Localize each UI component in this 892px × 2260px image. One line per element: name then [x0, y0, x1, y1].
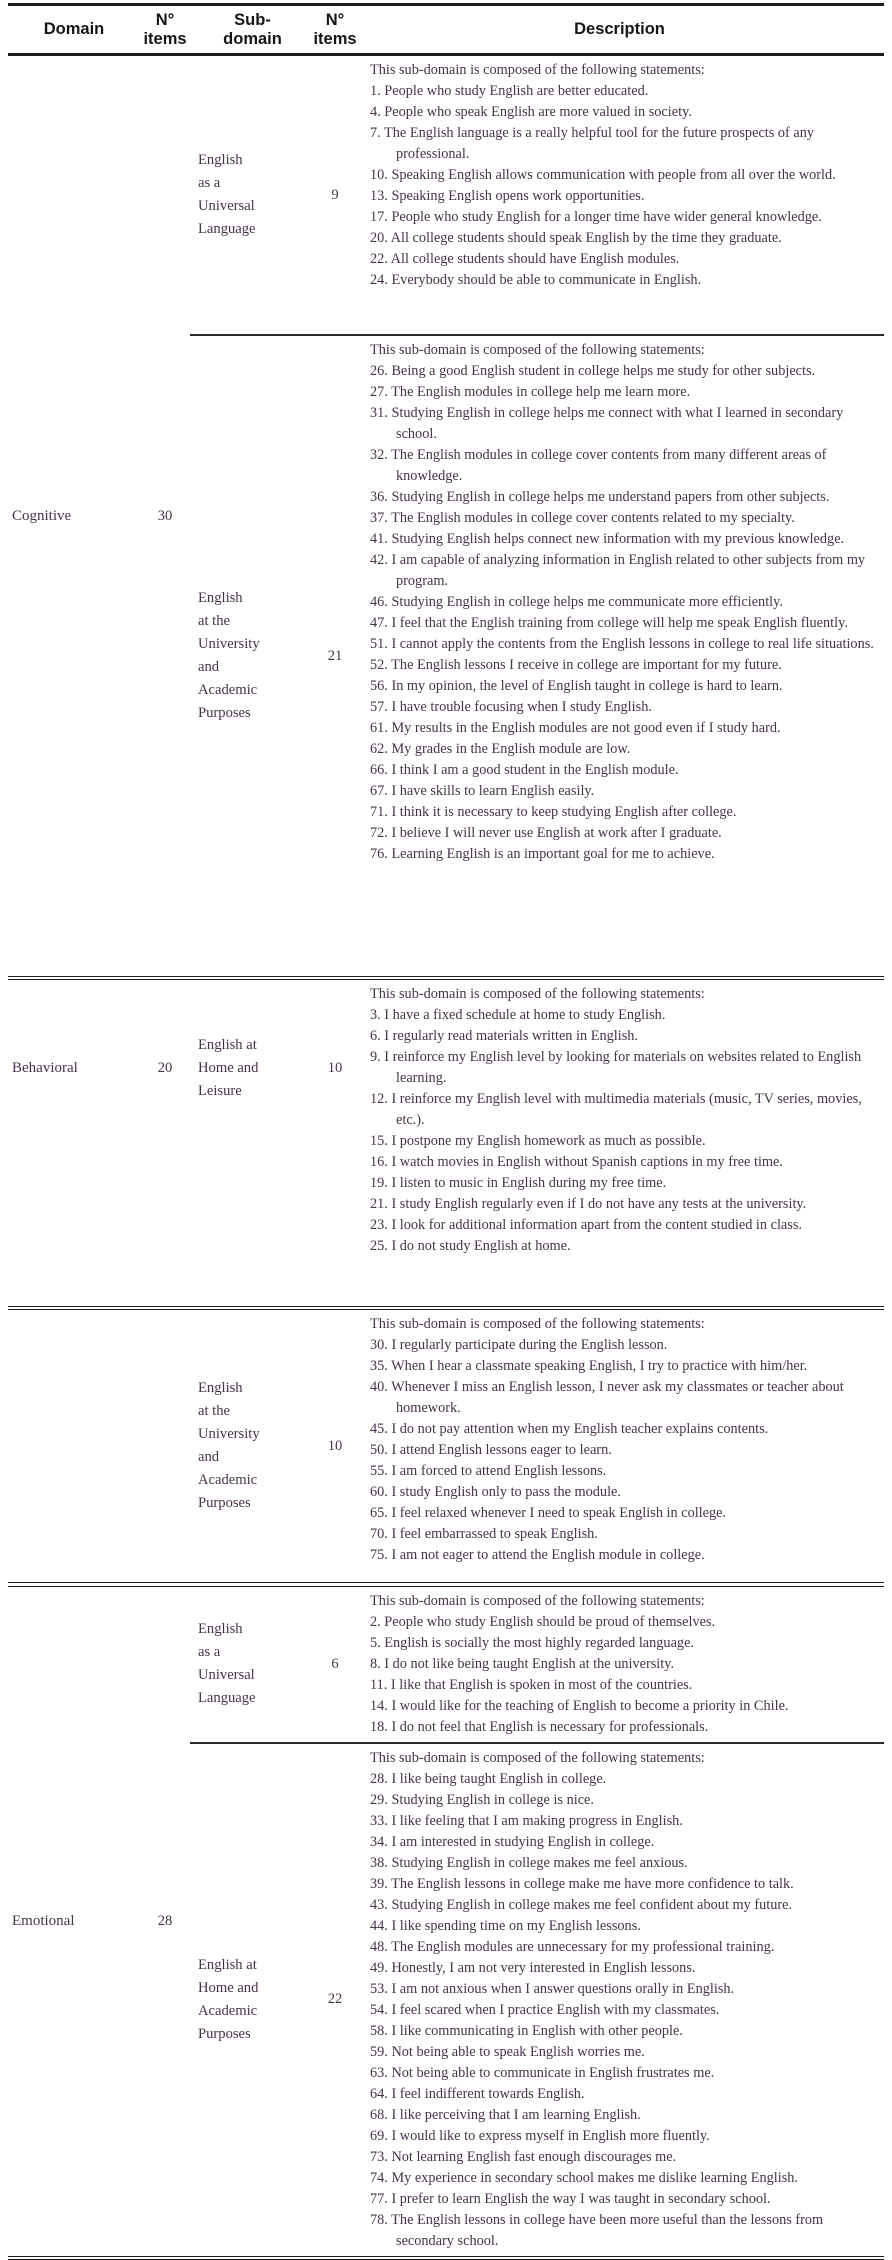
statement: 32. The English modules in college cover contents from many different areas of knowledge. [370, 447, 827, 484]
domain-label: Behavioral [12, 1059, 78, 1076]
sub-domain-line: Academic [198, 682, 258, 698]
header-label-sub-n-items: N° items [313, 10, 357, 48]
sub-domain-line: as a [198, 175, 221, 191]
description-intro: This sub-domain is composed of the following statements: [370, 986, 705, 1003]
cell-n-items-empty [140, 1310, 190, 1582]
cell-sub-domain [190, 1744, 315, 2256]
cell-sub-domain [190, 56, 315, 334]
sub-domain-line: Purposes [198, 2025, 251, 2042]
cell-n-items-cognitive [140, 56, 190, 976]
statement: 48. The English modules are unnecessary for my professional training. [370, 1938, 775, 1955]
statement: 78. The English lessons in college have been more useful than the lessons from secondary school. [370, 2211, 824, 2249]
cell-domain-behavioral [8, 980, 140, 1306]
sub-domain-line: Purposes [198, 705, 251, 721]
statement: 47. I feel that the English training from college will help me speak English fluently. [370, 615, 848, 631]
statement: 4. People who speak English are more valued in society. [370, 104, 692, 120]
sub-domain-line: English [198, 152, 243, 168]
statement: 20. All college students should speak English by the time they graduate. [370, 230, 782, 246]
sub-domain-line: Academic [198, 2002, 258, 2019]
subrow-universal-language [190, 56, 884, 334]
statement: 28. I like being taught English in college. [370, 1770, 607, 1787]
sub-domain-line: as a [198, 1644, 221, 1661]
statement: 45. I do not pay attention when my English teacher explains contents. [370, 1421, 769, 1438]
n-items-value: 28 [157, 1912, 173, 1929]
statement: 9. I reinforce my English level by looking for materials on websites related to English learning. [370, 1049, 862, 1087]
statement: 50. I attend English lessons eager to learn. [370, 1442, 612, 1459]
emotional-subrows [190, 1587, 884, 2256]
statement: 34. I am interested in studying English in college. [370, 1833, 655, 1850]
statement: 55. I am forced to attend English lessons. [370, 1463, 607, 1480]
table-bottom-rule [8, 2256, 884, 2260]
header-label-sub-domain: Sub-domain [223, 10, 282, 48]
statement: 25. I do not study English at home. [370, 1238, 571, 1255]
domains-table [8, 3, 884, 2260]
header-cell-n-items [140, 11, 190, 49]
cell-sub-n-items [315, 336, 355, 976]
cell-sub-domain [190, 336, 315, 976]
cell-sub-n-items [315, 1310, 355, 1582]
statement: 40. Whenever I miss an English lesson, I never ask my classmates or teacher about homework. [370, 1379, 844, 1417]
statement: 19. I listen to music in English during my free time. [370, 1175, 667, 1192]
statement-list [370, 1335, 884, 1566]
cell-description [355, 56, 884, 334]
sub-domain-label [198, 1954, 258, 2046]
statement: 13. Speaking English opens work opportunities. [370, 188, 645, 204]
statement: 67. I have skills to learn English easily. [370, 783, 595, 799]
sub-n-items-value: 21 [327, 647, 343, 664]
header-label-domain: Domain [43, 20, 105, 38]
statement: 2. People who study English should be proud of themselves. [370, 1613, 716, 1630]
sub-domain-line: Purposes [198, 1495, 251, 1512]
statement: 26. Being a good English student in college helps me study for other subjects. [370, 363, 816, 379]
statement: 23. I look for additional information apart from the content studied in class. [370, 1217, 802, 1234]
sub-domain-label [198, 1618, 256, 1710]
table-header-row [8, 6, 884, 53]
description-intro: This sub-domain is composed of the following statements: [370, 1592, 705, 1609]
cell-description [355, 336, 884, 976]
statement: 56. In my opinion, the level of English taught in college is hard to learn. [370, 678, 783, 694]
statement: 6. I regularly read materials written in English. [370, 1028, 638, 1045]
sub-n-items-value: 6 [331, 1655, 339, 1672]
statement: 38. Studying English in college makes me feel anxious. [370, 1854, 688, 1871]
statement: 1. People who study English are better educated. [370, 83, 649, 99]
statement-list [370, 81, 884, 291]
statement: 31. Studying English in college helps me connect with what I learned in secondary school. [370, 405, 844, 442]
statement: 12. I reinforce my English level with multimedia materials (music, TV series, movies, etc.). [370, 1091, 862, 1129]
cell-description [355, 1744, 884, 2256]
subrow-university-academic [190, 1310, 884, 1582]
statement: 44. I like spending time on my English lessons. [370, 1917, 641, 1934]
statement: 60. I study English only to pass the module. [370, 1484, 621, 1501]
sub-domain-label [198, 587, 260, 725]
sub-domain-line: Universal [198, 198, 255, 214]
sub-n-items-value: 10 [327, 1059, 343, 1076]
subrow-home-academic [190, 1744, 884, 2256]
statement: 21. I study English regularly even if I do not have any tests at the university. [370, 1196, 807, 1213]
cell-description [355, 1587, 884, 1742]
statement: 70. I feel embarrassed to speak English. [370, 1526, 598, 1543]
description-intro: This sub-domain is composed of the following statements: [370, 62, 705, 78]
statement: 71. I think it is necessary to keep studying English after college. [370, 804, 737, 820]
sub-domain-line: English [198, 590, 243, 606]
statement: 17. People who study English for a longer time have wider general knowledge. [370, 209, 822, 225]
statement: 22. All college students should have English modules. [370, 251, 680, 267]
behavioral-subrows [190, 980, 884, 1306]
statement-list [370, 1005, 884, 1257]
statement: 3. I have a fixed schedule at home to study English. [370, 1007, 666, 1024]
sub-domain-line: and [198, 659, 220, 675]
statement: 30. I regularly participate during the English lesson. [370, 1337, 668, 1354]
statement: 68. I like perceiving that I am learning English. [370, 2106, 641, 2123]
behavioral-subrows-2 [190, 1310, 884, 1582]
statement: 54. I feel scared when I practice English with my classmates. [370, 2001, 720, 2018]
statement: 29. Studying English in college is nice. [370, 1791, 594, 1808]
sub-domain-line: Universal [198, 1667, 255, 1684]
statement: 52. The English lessons I receive in college are important for my future. [370, 657, 782, 673]
cell-domain-emotional [8, 1587, 140, 2256]
description-intro: This sub-domain is composed of the following statements: [370, 1316, 705, 1333]
statement: 16. I watch movies in English without Spanish captions in my free time. [370, 1154, 783, 1171]
header-cell-sub-n-items [315, 11, 355, 49]
header-label-description: Description [574, 20, 665, 38]
statement: 33. I like feeling that I am making progress in English. [370, 1812, 683, 1829]
subrow-university-academic [190, 336, 884, 976]
domain-label: Cognitive [12, 507, 72, 524]
cell-sub-n-items [315, 980, 355, 1306]
statement: 64. I feel indifferent towards English. [370, 2085, 585, 2102]
sub-domain-line: Language [198, 221, 256, 237]
sub-n-items-value: 9 [331, 186, 339, 203]
cell-domain-empty [8, 1310, 140, 1582]
sub-domain-line: English [198, 1621, 243, 1638]
sub-domain-line: Language [198, 1690, 256, 1707]
statement: 69. I would like to express myself in English more fluently. [370, 2127, 710, 2144]
statement: 73. Not learning English fast enough discourages me. [370, 2148, 677, 2165]
description-intro: This sub-domain is composed of the following statements: [370, 342, 705, 358]
header-label-n-items: N° items [143, 10, 187, 48]
sub-domain-label [198, 1034, 258, 1103]
sub-domain-line: at the [198, 613, 231, 629]
statement: 65. I feel relaxed whenever I need to speak English in college. [370, 1505, 727, 1522]
statement-list [370, 361, 884, 865]
sub-domain-line: University [198, 636, 260, 652]
section-behavioral [8, 980, 884, 1306]
statement: 61. My results in the English modules are not good even if I study hard. [370, 720, 781, 736]
statement: 53. I am not anxious when I answer questions orally in English. [370, 1980, 735, 1997]
sub-n-items-value: 10 [327, 1437, 343, 1454]
statement: 10. Speaking English allows communication with people from all over the world. [370, 167, 836, 183]
cell-sub-domain [190, 980, 315, 1306]
statement: 46. Studying English in college helps me communicate more efficiently. [370, 594, 783, 610]
statement: 24. Everybody should be able to communicate in English. [370, 272, 702, 288]
sub-domain-line: English at [198, 1036, 257, 1053]
sub-domain-line: English at [198, 1956, 257, 1973]
cell-domain-cognitive [8, 56, 140, 976]
sub-n-items-value: 22 [327, 1991, 343, 2008]
header-cell-sub-domain [190, 11, 315, 49]
statement: 36. Studying English in college helps me understand papers from other subjects. [370, 489, 830, 505]
statement: 77. I prefer to learn English the way I was taught in secondary school. [370, 2190, 771, 2207]
cell-sub-domain [190, 1587, 315, 1742]
header-cell-description [355, 20, 884, 39]
statement: 51. I cannot apply the contents from the English lessons in college to real life situations. [370, 636, 874, 652]
cell-description [355, 1310, 884, 1582]
statement: 43. Studying English in college makes me feel confident about my future. [370, 1896, 793, 1913]
sub-domain-line: Academic [198, 1472, 258, 1489]
sub-domain-label [198, 149, 256, 241]
cell-sub-domain [190, 1310, 315, 1582]
n-items-value: 30 [157, 507, 173, 524]
statement: 62. My grades in the English module are low. [370, 741, 631, 757]
statement: 37. The English modules in college cover contents related to my specialty. [370, 510, 795, 526]
subrow-home-leisure [190, 980, 884, 1306]
statement: 72. I believe I will never use English at work after I graduate. [370, 825, 722, 841]
statement: 59. Not being able to speak English worries me. [370, 2043, 645, 2060]
section-cognitive [8, 56, 884, 976]
statement: 75. I am not eager to attend the English module in college. [370, 1547, 705, 1564]
sub-domain-line: Leisure [198, 1082, 242, 1099]
n-items-value: 20 [157, 1059, 173, 1076]
cell-description [355, 980, 884, 1306]
sub-domain-line: and [198, 1449, 220, 1466]
statement: 41. Studying English helps connect new information with my previous knowledge. [370, 531, 845, 547]
statement: 18. I do not feel that English is necessary for professionals. [370, 1718, 709, 1735]
statement: 35. When I hear a classmate speaking English, I try to practice with him/her. [370, 1358, 808, 1375]
statement: 27. The English modules in college help me learn more. [370, 384, 691, 400]
domain-label: Emotional [12, 1912, 75, 1929]
description-intro: This sub-domain is composed of the following statements: [370, 1749, 705, 1766]
header-cell-domain [8, 20, 140, 39]
section-behavioral-university [8, 1310, 884, 1582]
sub-domain-line: at the [198, 1403, 231, 1420]
sub-domain-line: Home and [198, 1979, 259, 1996]
statement: 49. Honestly, I am not very interested in English lessons. [370, 1959, 696, 1976]
statement: 8. I do not like being taught English at the university. [370, 1655, 675, 1672]
subrow-universal-language [190, 1587, 884, 1742]
statement: 39. The English lessons in college make me have more confidence to talk. [370, 1875, 794, 1892]
statement-list [370, 1612, 884, 1738]
section-emotional [8, 1587, 884, 2256]
cognitive-subrows [190, 56, 884, 976]
statement: 7. The English language is a really helpful tool for the future prospects of any professional. [370, 125, 815, 162]
statement: 11. I like that English is spoken in most of the countries. [370, 1676, 693, 1693]
cell-n-items-behavioral [140, 980, 190, 1306]
cell-sub-n-items [315, 1744, 355, 2256]
sub-domain-line: English [198, 1380, 243, 1397]
sub-domain-line: University [198, 1426, 260, 1443]
statement: 66. I think I am a good student in the English module. [370, 762, 679, 778]
cell-n-items-emotional [140, 1587, 190, 2256]
statement: 63. Not being able to communicate in English frustrates me. [370, 2064, 715, 2081]
statement: 42. I am capable of analyzing information in English related to other subjects from my program. [370, 552, 866, 589]
statement: 76. Learning English is an important goal for me to achieve. [370, 846, 715, 862]
cell-sub-n-items [315, 1587, 355, 1742]
statement: 74. My experience in secondary school makes me dislike learning English. [370, 2169, 798, 2186]
statement: 14. I would like for the teaching of English to become a priority in Chile. [370, 1697, 789, 1714]
statement-list [370, 1769, 884, 2252]
cell-sub-n-items [315, 56, 355, 334]
statement: 15. I postpone my English homework as much as possible. [370, 1133, 706, 1150]
statement: 57. I have trouble focusing when I study English. [370, 699, 652, 715]
sub-domain-line: Home and [198, 1059, 259, 1076]
statement: 5. English is socially the most highly regarded language. [370, 1634, 694, 1651]
sub-domain-label [198, 1377, 260, 1515]
statement: 58. I like communicating in English with other people. [370, 2022, 683, 2039]
